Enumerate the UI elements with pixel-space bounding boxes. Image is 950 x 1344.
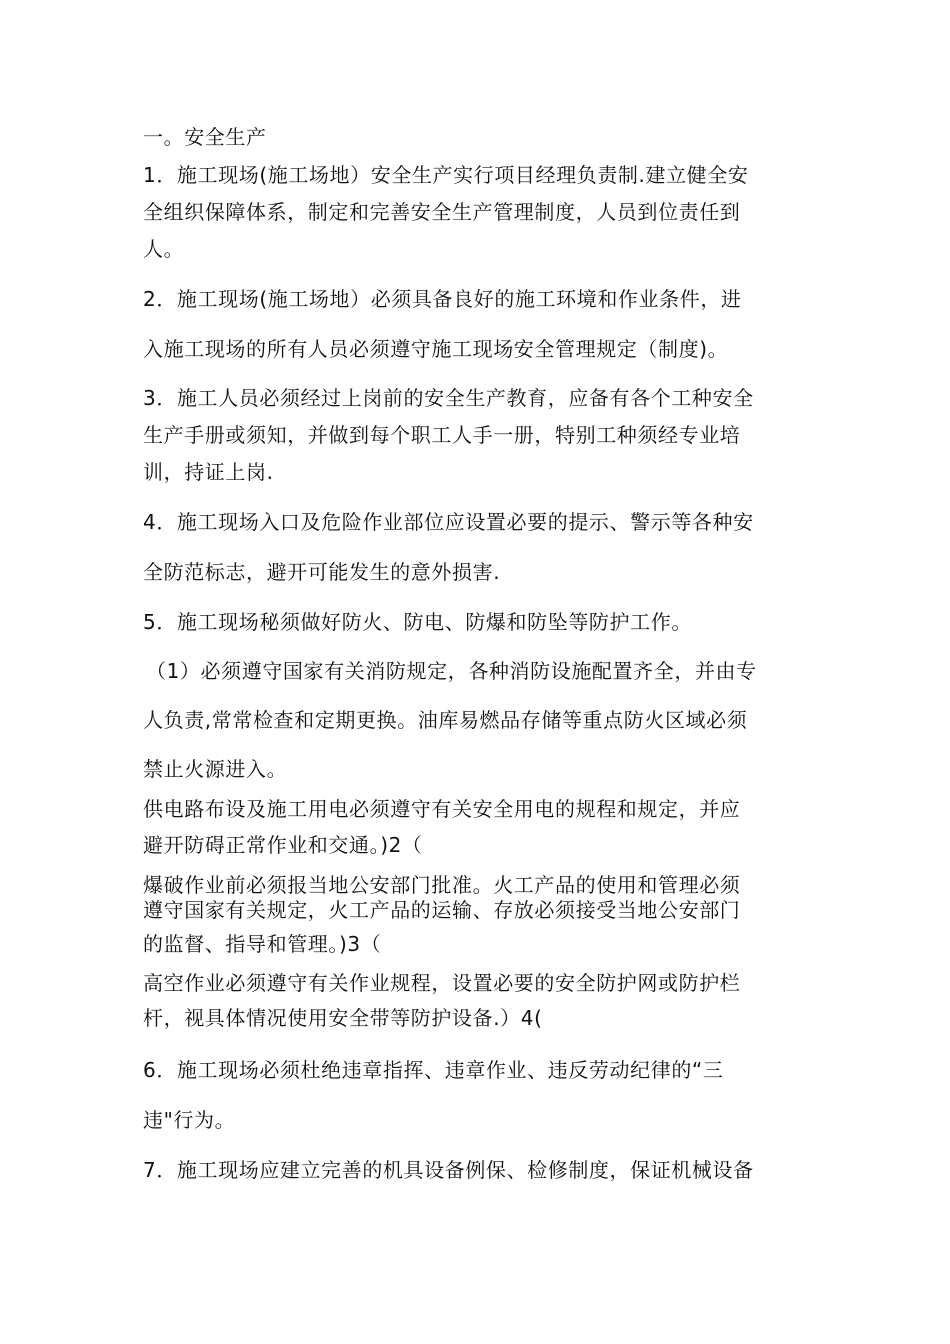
paragraph-line: 违"行为。 (143, 1108, 236, 1132)
paragraph-line: 遵守国家有关规定，火工产品的运输、存放必须接受当地公安部门 (143, 898, 741, 922)
paragraph-line: 供电路布设及施工用电必须遵守有关安全用电的规程和规定，并应 (143, 797, 741, 821)
paragraph-line: 7．施工现场应建立完善的机具设备例保、检修制度，保证机械设备 (143, 1158, 754, 1182)
paragraph-line: 避开防碍正常作业和交通。)2（ (143, 833, 423, 857)
section-heading: 一。安全生产 (143, 125, 267, 149)
paragraph-line: 人。 (143, 237, 185, 261)
paragraph-line: 全组织保障体系，制定和完善安全生产管理制度，人员到位责任到 (143, 200, 741, 224)
paragraph-line: 训，持证上岗. (143, 460, 274, 484)
paragraph-line: 1．施工现场(施工场地）安全生产实行项目经理负责制.建立健全安 (143, 163, 749, 187)
paragraph-line: 高空作业必须遵守有关作业规程，设置必要的安全防护网或防护栏 (143, 971, 741, 995)
paragraph-line: 的监督、指导和管理。)3（ (143, 932, 382, 956)
paragraph-line: 爆破作业前必须报当地公安部门批准。火工产品的使用和管理必须 (143, 873, 741, 897)
paragraph-line: 3．施工人员必须经过上岗前的安全生产教育，应备有各个工种安全 (143, 386, 754, 410)
paragraph-line: 2．施工现场(施工场地）必须具备良好的施工环境和作业条件，进 (143, 287, 742, 311)
paragraph-line: （1）必须遵守国家有关消防规定，各种消防设施配置齐全，并由专 (146, 659, 757, 683)
paragraph-line: 生产手册或须知，并做到每个职工人手一册，特别工种须经专业培 (143, 423, 741, 447)
paragraph-line: 5．施工现场秘须做好防火、防电、防爆和防坠等防护工作。 (143, 610, 692, 634)
paragraph-line: 4．施工现场入口及危险作业部位应设置必要的提示、警示等各种安 (143, 510, 754, 534)
paragraph-line: 杆，视具体情况使用安全带等防护设备.）4( (143, 1006, 543, 1030)
paragraph-line: 入施工现场的所有人员必须遵守施工现场安全管理规定（制度)。 (143, 337, 729, 361)
paragraph-line: 全防范标志，避开可能发生的意外损害. (143, 560, 501, 584)
paragraph-line: 人负责,常常检查和定期更换。油库易燃品存储等重点防火区域必须 (143, 708, 748, 732)
paragraph-line: 禁止火源进入。 (143, 757, 288, 781)
paragraph-line: 6．施工现场必须杜绝违章指挥、违章作业、违反劳动纪律的“三 (143, 1058, 724, 1082)
